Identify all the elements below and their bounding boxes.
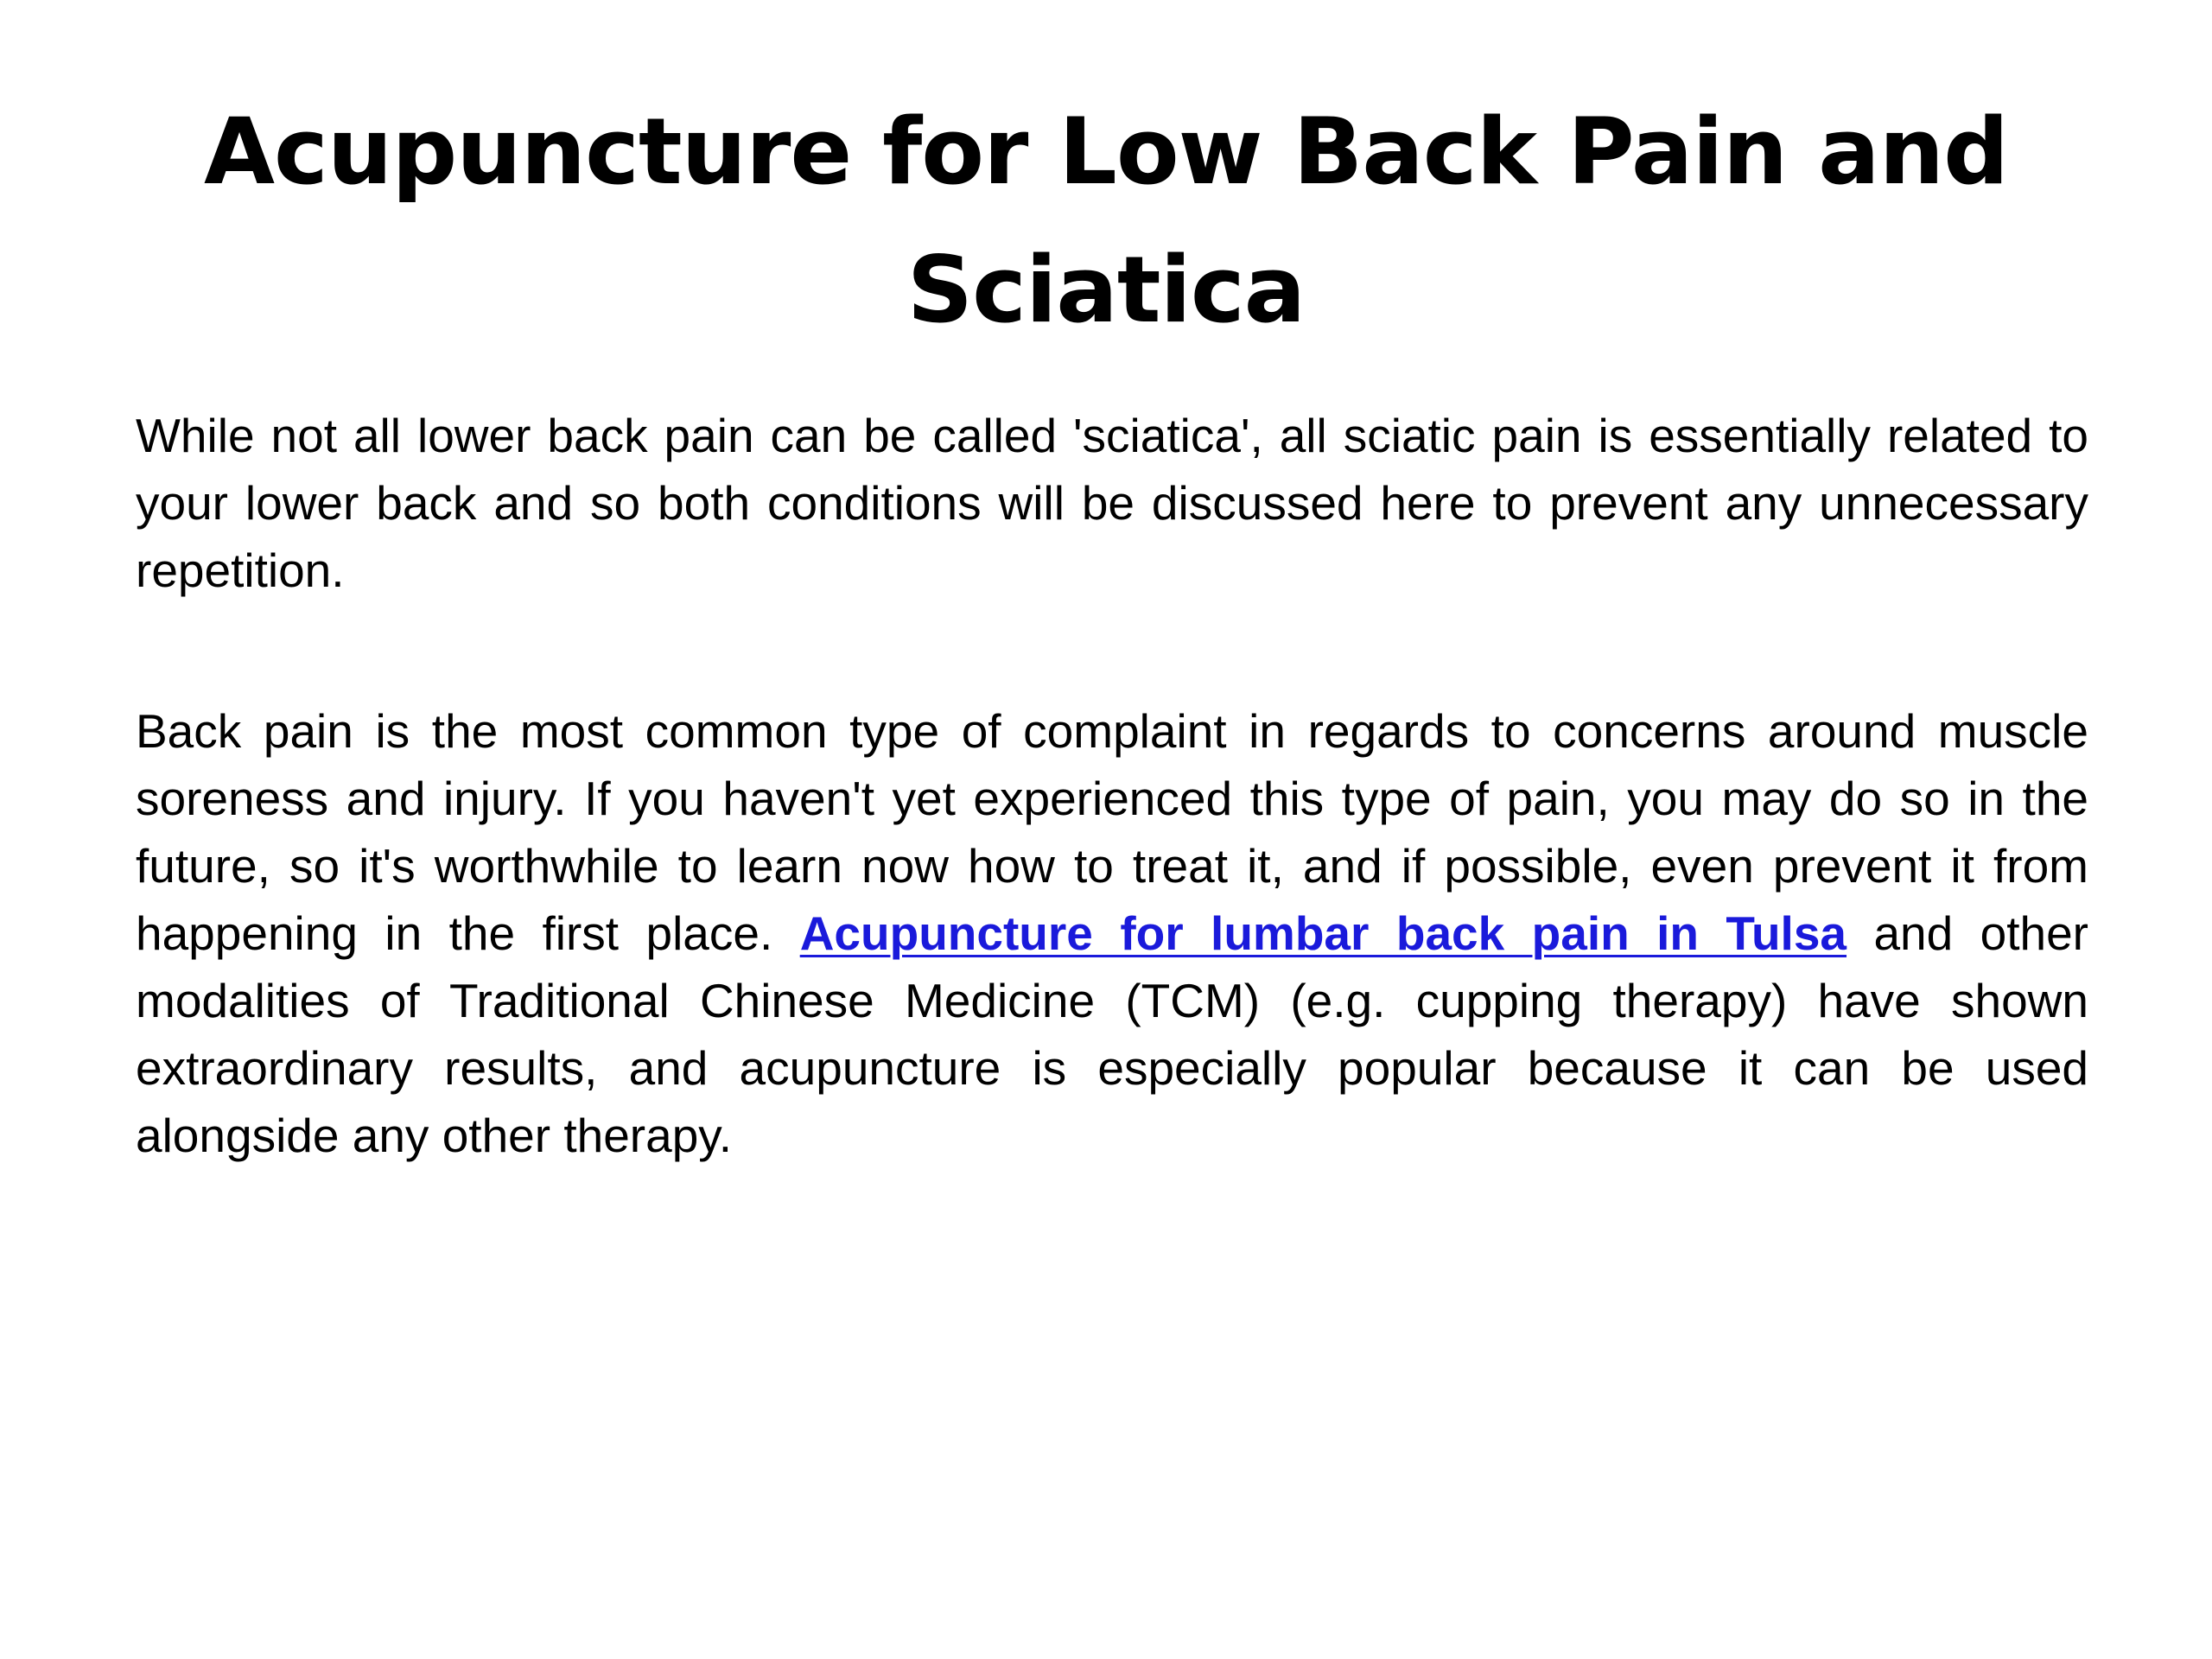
paragraph-back-pain-text-after-link: and other modalities of Traditional Chinese Medicine (TCM) (e.g. cupping therapy) have shown extraordinary results, and acupuncture is especially popular because it can be used alongside any other therapy.	[136, 906, 2088, 1162]
paragraph-back-pain-text-before-link: Back pain is the most common type of complaint in regards to concerns around muscle soreness and injury. If you haven't yet experienced this type of pain, you may do so in the future, so it's worthwhile to learn now how to treat it, and if possible, even prevent it from happening in the first place.	[136, 704, 2088, 960]
paragraph-back-pain	[136, 697, 2088, 1169]
paragraph-sciatica-intro: While not all lower back pain can be called 'sciatica', all sciatic pain is essentially related to your lower back and so both conditions will be discussed here to prevent any unnecessary repetition.	[136, 409, 2088, 597]
slide-body	[136, 402, 2088, 1169]
slide-title: Acupuncture for Low Back Pain and Sciatica	[204, 99, 2008, 343]
acupuncture-lumbar-back-pain-link[interactable]: Acupuncture for lumbar back pain in Tulsa	[799, 906, 1847, 960]
